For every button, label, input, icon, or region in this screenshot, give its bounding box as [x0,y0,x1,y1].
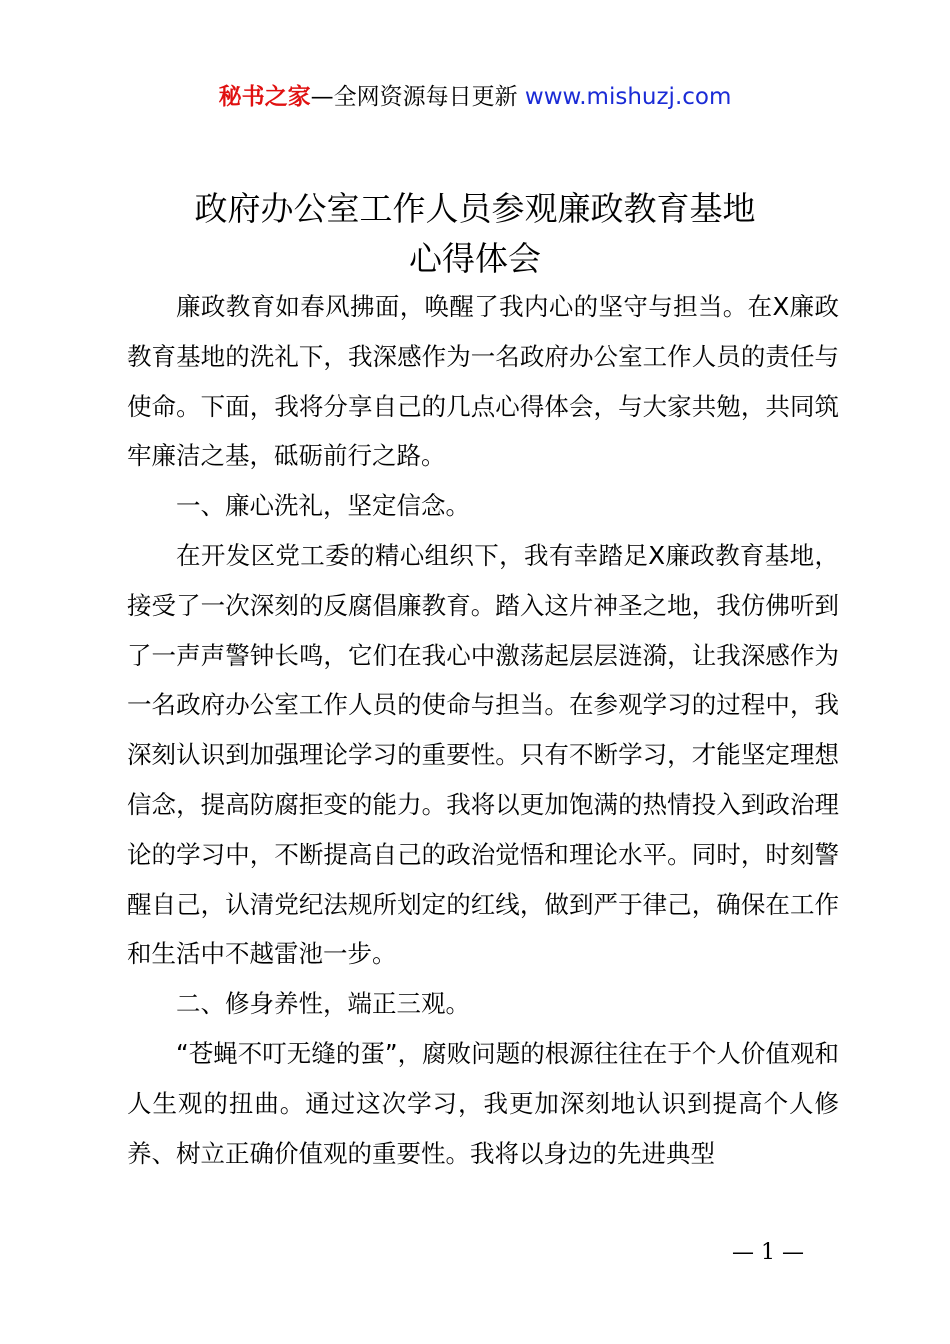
section-heading-1: 一、廉心洗礼，坚定信念。 [176,491,470,521]
paragraph-intro: 廉政教育如春风拂面，唤醒了我内心的坚守与担当。在X廉政教育基地的洗礼下，我深感作为一名政府办公室工作人员的责任与使命。下面，我将分享自己的几点心得体会，与大家共勉，共同筑牢廉洁之基，砥砺前行之路。 [127,292,839,471]
brand-name: 秘书之家 [218,84,311,110]
document-body [127,282,839,1178]
title-line-1: 政府办公室工作人员参观廉政教育基地 [194,189,756,228]
site-header [0,82,950,112]
paragraph-section-2: “苍蝇不叮无缝的蛋”，腐败问题的根源往往在于个人价值观和人生观的扭曲。通过这次学习，我更加深刻地认识到提高个人修养、树立正确价值观的重要性。我将以身边的先进典型 [127,1038,839,1168]
header-tagline: —全网资源每日更新 [310,84,518,110]
section-heading-2: 二、修身养性，端正三观。 [176,989,470,1019]
header-url-link[interactable]: www.mishuzj.com [524,84,732,110]
paragraph-section-1: 在开发区党工委的精心组织下，我有幸踏足X廉政教育基地，接受了一次深刻的反腐倡廉教育。踏入这片神圣之地，我仿佛听到了一声声警钟长鸣，它们在我心中激荡起层层涟漪，让我深感作为一名政府办公室工作人员的使命与担当。在参观学习的过程中，我深刻认识到加强理论学习的重要性。只有不断学习，才能坚定理想信念，提高防腐拒变的能力。我将以更加饱满的热情投入到政治理论的学习中，不断提高自己的政治觉悟和理论水平。同时，时刻警醒自己，认清党纪法规所划定的红线，做到严于律己，确保在工作和生活中不越雷池一步。 [127,540,839,969]
document-title [60,184,890,284]
title-line-2: 心得体会 [409,239,541,278]
page-number: — 1 — [732,1240,804,1265]
